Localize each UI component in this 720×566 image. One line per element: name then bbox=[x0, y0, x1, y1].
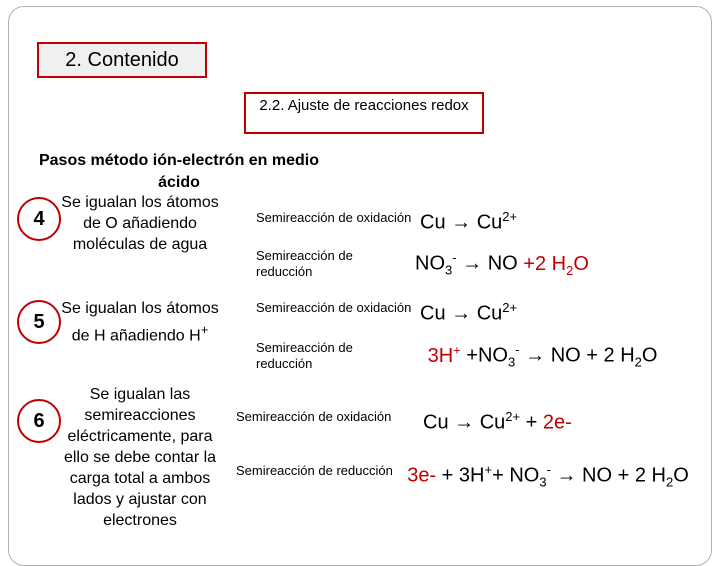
step-6-number: 6 bbox=[17, 399, 61, 443]
reduction-equation-1: $NO_3^-$ → NO +2 $H_2O$ bbox=[415, 250, 589, 278]
oxidation-equation-3: $Cu \to Cu^{2+} + 2e-$ bbox=[423, 409, 572, 434]
step-6-text: Se igualan las semireacciones eléctricamente, para ello se debe contar la carga total a ambos lados y ajustar con electrones bbox=[63, 386, 217, 529]
reduction-label-2: Semireacción de reducción bbox=[256, 340, 353, 371]
step-4-text: Se igualan los átomos de O añadiendo moléculas de agua bbox=[61, 194, 219, 253]
reduction-label-1: Semireacción de reducción bbox=[256, 248, 353, 279]
method-heading: Pasos método ión-electrón en medio ácido bbox=[38, 152, 320, 191]
section-title bbox=[37, 42, 207, 78]
oxidation-label-2: Semireacción de oxidación bbox=[256, 300, 412, 315]
oxidation-equation-1: $Cu \to Cu^{2+}$ bbox=[420, 209, 518, 234]
step-5-text: Se igualan los átomos de H añadiendo H+ bbox=[61, 300, 219, 345]
step-4-number: 4 bbox=[17, 197, 61, 241]
section-subtitle: 2.2. Ajuste de reacciones redox bbox=[244, 92, 484, 134]
oxidation-equation-2: $Cu \to Cu^{2+}$ bbox=[420, 300, 518, 325]
oxidation-label-1: Semireacción de oxidación bbox=[256, 210, 412, 225]
step-5-number: 5 bbox=[17, 300, 61, 344]
section-title-text: 2. Contenido bbox=[65, 48, 179, 71]
reduction-label-3: Semireacción de reducción bbox=[236, 463, 393, 478]
reduction-equation-2: $3H^+ +NO_3^-$ → NO + 2 $H_2O$ bbox=[427, 342, 658, 370]
reduction-equation-3: $3e- + 3H^++ NO_3^-$ → NO + 2 $H_2O$ bbox=[407, 462, 689, 490]
oxidation-label-3: Semireacción de oxidación bbox=[236, 409, 392, 424]
